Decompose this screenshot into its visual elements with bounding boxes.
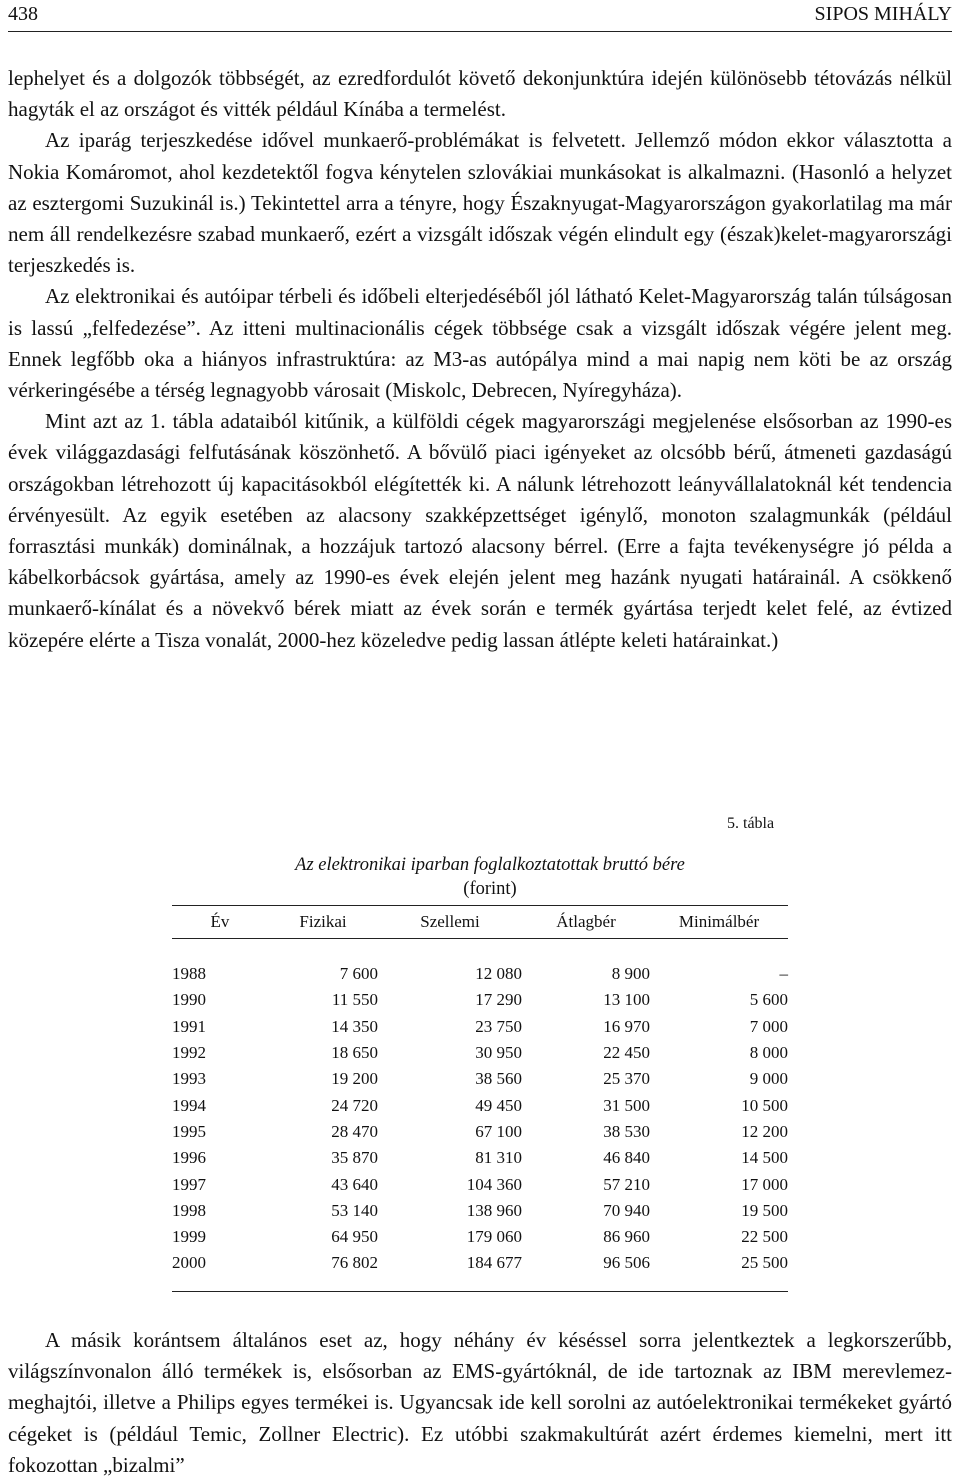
table-row [172, 1171, 788, 1197]
cell-year: 2000 [172, 1253, 206, 1273]
cell-szellemi: 17 290 [475, 990, 522, 1010]
cell-fizikai: 11 550 [331, 990, 378, 1010]
table-row [172, 1066, 788, 1092]
cell-szellemi: 23 750 [475, 1016, 522, 1036]
table-row [172, 1040, 788, 1066]
body-text-bottom [8, 1325, 952, 1481]
cell-szellemi: 49 450 [475, 1095, 522, 1115]
paragraph: Mint azt az 1. tábla adataiból kitűnik, a külföldi cégek magyarországi megjelenése elsősorban az 1990-es évek világgazdasági felfutásának köszönhető. A bővülő piaci igényeket az olcsóbb bérű, átmeneti gazdaságú országokban létrehozott új kapacitásokból elégítették ki. A nálunk létrehozott leányvállalatoknál két tendencia érvényesült. Az egyik esetében az alacsony szakképzettséget igénylő, monoton szalagmunkák (például forrasztási munkák) dominálnak, a hozzájuk tartozó alacsony bérrel. (Erre a fajta tevékenységre jó példa a kábelkorbácsok gyártása, amely az 1990-es évek elején jelent meg hazánk nyugati határainál. A csökkenő munkaerő-kínálat és a növekvő bérek miatt az évek során e termék gyártása terjedt kelet felé, az évtized közepére elérte a Tisza vonalát, 2000-hez közeledve pedig lassan átlépte keleti határainkat.) [8, 409, 952, 652]
cell-minimalber: 22 500 [741, 1227, 788, 1247]
paragraph: A másik korántsem általános eset az, hogy néhány év késéssel sorra jelentkeztek a legkorszerűbb, világszínvonalon álló termékek is, elsősorban az EMS-gyártóknál, de ide tartoznak az IBM merevlemez-meghajtói, illetve a Philips egyes termékei is. Ugyancsak ide kell sorolni az autóelektronikai termékeket gyártó cégeket is (például Temic, Zollner Electric). Ez utóbbi szakmakultúrát azért érdemes kiemelni, mert itt fokozottan „bizalmi” [8, 1328, 952, 1477]
table-row [172, 1119, 788, 1145]
cell-minimalber: 10 500 [741, 1095, 788, 1115]
cell-minimalber: 19 500 [741, 1200, 788, 1220]
cell-szellemi: 138 960 [466, 1200, 522, 1220]
running-head [8, 0, 952, 32]
cell-szellemi: 81 310 [475, 1148, 522, 1168]
cell-minimalber: – [779, 964, 788, 984]
table-row [172, 1250, 788, 1276]
cell-atlagber: 22 450 [603, 1043, 650, 1063]
running-head-author: SIPOS MIHÁLY [814, 3, 952, 25]
table-body [172, 961, 788, 1277]
cell-szellemi: 30 950 [475, 1043, 522, 1063]
table-caption-unit: (forint) [463, 879, 517, 899]
cell-atlagber: 31 500 [603, 1095, 650, 1115]
cell-fizikai: 18 650 [331, 1043, 378, 1063]
table-row [172, 987, 788, 1013]
cell-year: 1996 [172, 1148, 206, 1168]
cell-szellemi: 67 100 [475, 1121, 522, 1141]
cell-fizikai: 43 640 [331, 1174, 378, 1194]
page-number: 438 [8, 3, 38, 25]
table-number-label: 5. tábla [727, 815, 775, 832]
cell-minimalber: 8 000 [749, 1043, 788, 1063]
cell-atlagber: 8 900 [611, 964, 650, 984]
cell-szellemi: 12 080 [475, 964, 522, 984]
cell-atlagber: 70 940 [603, 1200, 650, 1220]
column-header: Szellemi [378, 906, 522, 939]
cell-minimalber: 9 000 [749, 1069, 788, 1089]
cell-fizikai: 76 802 [331, 1253, 378, 1273]
cell-szellemi: 184 677 [466, 1253, 522, 1273]
cell-year: 1992 [172, 1043, 206, 1063]
cell-szellemi: 38 560 [475, 1069, 522, 1089]
cell-year: 1991 [172, 1016, 206, 1036]
cell-atlagber: 86 960 [603, 1227, 650, 1247]
cell-minimalber: 25 500 [741, 1253, 788, 1273]
cell-fizikai: 19 200 [331, 1069, 378, 1089]
cell-year: 1988 [172, 964, 206, 984]
cell-fizikai: 7 600 [339, 964, 378, 984]
table-row [172, 1092, 788, 1118]
cell-szellemi: 179 060 [466, 1227, 522, 1247]
table-header-row [172, 906, 788, 939]
cell-atlagber: 16 970 [603, 1016, 650, 1036]
cell-fizikai: 53 140 [331, 1200, 378, 1220]
cell-year: 1999 [172, 1227, 206, 1247]
cell-atlagber: 38 530 [603, 1121, 650, 1141]
cell-minimalber: 5 600 [749, 990, 788, 1010]
column-header: Átlagbér [522, 906, 650, 939]
table-row [172, 1198, 788, 1224]
cell-minimalber: 12 200 [741, 1121, 788, 1141]
paragraph: Az elektronikai és autóipar térbeli és időbeli elterjedéséből jól látható Kelet-Magyarország talán túlságosan is lassú „felfedezése”. Az itteni multinacionális cégek többsége csak a vizsgált időszak végére jelent meg. Ennek legfőbb oka a hiányos infrastruktúra: az M3-as autópálya mind a mai napig nem köti be az ország vérkeringésébe a térség legnagyobb városait (Miskolc, Debrecen, Nyíregyháza). [8, 284, 952, 403]
cell-fizikai: 24 720 [331, 1095, 378, 1115]
table-row [172, 1224, 788, 1250]
cell-minimalber: 14 500 [741, 1148, 788, 1168]
column-header: Minimálbér [650, 906, 788, 939]
paragraph: lephelyet és a dolgozók többségét, az ezredfordulót követő dekonjunktúra idején különösebb tétovázás nélkül hagyták el az országot és vitték például Kínába a termelést. [8, 66, 952, 122]
paragraph: Az iparág terjeszkedése idővel munkaerő-problémákat is felvetett. Jellemző módon ekkor választotta a Nokia Komáromot, ahol kezdetektől fogva kénytelen szlovákiai munkásokat is alkalmazni. (Hasonló a helyzet az esztergomi Suzukinál is.) Tekintettel arra a tényre, hogy Északnyugat-Magyarországon gyakorlatilag ma már nem áll rendelkezésre szabad munkaerő, ezért a vizsgált időszak végén elindult egy (észak)kelet-magyarországi terjeszkedés is. [8, 128, 952, 278]
cell-atlagber: 96 506 [603, 1253, 650, 1273]
cell-atlagber: 46 840 [603, 1148, 650, 1168]
cell-fizikai: 28 470 [331, 1121, 378, 1141]
cell-year: 1990 [172, 990, 206, 1010]
cell-fizikai: 64 950 [331, 1227, 378, 1247]
cell-szellemi: 104 360 [466, 1174, 522, 1194]
cell-fizikai: 35 870 [331, 1148, 378, 1168]
cell-fizikai: 14 350 [331, 1016, 378, 1036]
table-row [172, 961, 788, 987]
table-caption-title: Az elektronikai iparban foglalkoztatottak bruttó bére [295, 855, 685, 875]
cell-minimalber: 7 000 [749, 1016, 788, 1036]
table-row [172, 1014, 788, 1040]
cell-atlagber: 25 370 [603, 1069, 650, 1089]
cell-atlagber: 57 210 [603, 1174, 650, 1194]
table-caption [180, 853, 800, 901]
wage-table [172, 905, 788, 1292]
cell-year: 1994 [172, 1095, 206, 1115]
cell-atlagber: 13 100 [603, 990, 650, 1010]
cell-year: 1995 [172, 1121, 206, 1141]
column-header: Év [172, 906, 268, 939]
cell-minimalber: 17 000 [741, 1174, 788, 1194]
cell-year: 1993 [172, 1069, 206, 1089]
cell-year: 1998 [172, 1200, 206, 1220]
table-row [172, 1145, 788, 1171]
body-text-top [8, 63, 952, 656]
column-header: Fizikai [268, 906, 378, 939]
cell-year: 1997 [172, 1174, 206, 1194]
